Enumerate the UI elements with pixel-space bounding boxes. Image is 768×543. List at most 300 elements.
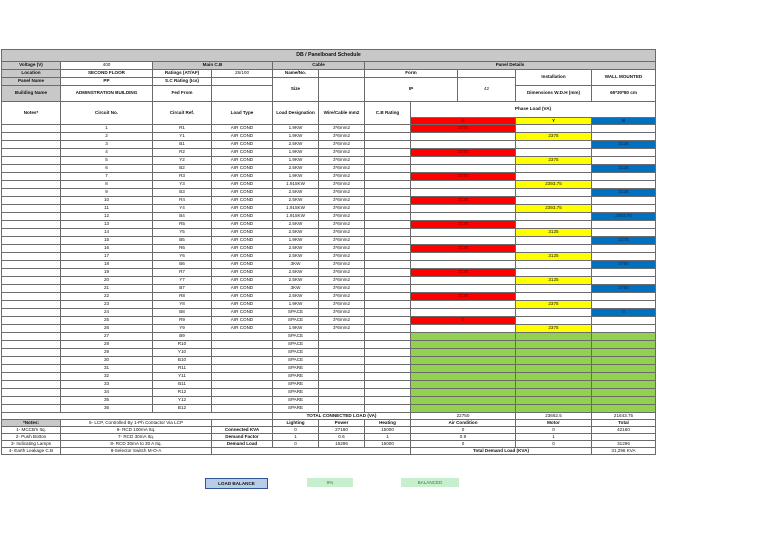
row-load-designation: SPACE bbox=[273, 309, 319, 317]
summary-air-condition: 0 bbox=[411, 427, 516, 434]
row-load-designation: SPARE bbox=[273, 373, 319, 381]
table-row bbox=[2, 189, 656, 197]
table-row bbox=[2, 333, 656, 341]
notes-heading: *Notes: bbox=[2, 420, 61, 427]
table-row bbox=[2, 157, 656, 165]
cable-label: Cable bbox=[273, 62, 365, 70]
row-cb-rating bbox=[365, 125, 411, 133]
row-phase-b bbox=[592, 357, 656, 365]
summary-row-label: Demand Load bbox=[212, 441, 273, 448]
row-phase-y bbox=[516, 349, 592, 357]
size-label: Size bbox=[273, 78, 319, 102]
row-phase-b bbox=[592, 221, 656, 229]
row-load-type: AIR COND bbox=[212, 149, 273, 157]
row-circuit-no: 2 bbox=[61, 133, 153, 141]
row-circuit-ref: R8 bbox=[153, 293, 212, 301]
row-notes bbox=[2, 405, 61, 413]
total-notes-spacer bbox=[2, 413, 273, 420]
row-notes bbox=[2, 285, 61, 293]
row-notes bbox=[2, 293, 61, 301]
row-load-type: AIR COND bbox=[212, 141, 273, 149]
row-circuit-ref: B1 bbox=[153, 141, 212, 149]
row-phase-b: 2393.75 bbox=[592, 213, 656, 221]
row-circuit-ref: R1 bbox=[153, 125, 212, 133]
table-row bbox=[2, 349, 656, 357]
row-notes bbox=[2, 125, 61, 133]
table-row bbox=[2, 213, 656, 221]
row-phase-b: 2375 bbox=[592, 237, 656, 245]
row-load-designation: 2.5KW bbox=[273, 229, 319, 237]
row-phase-r: 3125 bbox=[411, 197, 516, 205]
row-load-designation: 3KW bbox=[273, 285, 319, 293]
voltage-label: Voltage (V) bbox=[2, 62, 61, 70]
row-phase-b bbox=[592, 373, 656, 381]
row-circuit-no: 8 bbox=[61, 181, 153, 189]
table-row bbox=[2, 245, 656, 253]
row-phase-r: 3125 bbox=[411, 221, 516, 229]
row-circuit-ref: R6 bbox=[153, 245, 212, 253]
total-r: 22750 bbox=[411, 413, 516, 420]
summary-spacer bbox=[212, 448, 411, 455]
row-wire-cable: 3*6mm2 bbox=[319, 189, 365, 197]
row-phase-y bbox=[516, 189, 592, 197]
schedule-title: DB / Panelboard Schedule bbox=[2, 50, 656, 62]
row-cb-rating bbox=[365, 293, 411, 301]
row-notes bbox=[2, 309, 61, 317]
table-row bbox=[2, 253, 656, 261]
row-notes bbox=[2, 341, 61, 349]
row-phase-y bbox=[516, 317, 592, 325]
row-phase-y bbox=[516, 365, 592, 373]
row-wire-cable: 3*6mm2 bbox=[319, 181, 365, 189]
load-balance-footer bbox=[0, 478, 768, 490]
row-wire-cable bbox=[319, 397, 365, 405]
row-wire-cable: 3*6mm2 bbox=[319, 165, 365, 173]
row-phase-b bbox=[592, 245, 656, 253]
row-phase-r: 2375 bbox=[411, 149, 516, 157]
col-cb-rating: C.B Rating bbox=[365, 102, 411, 125]
row-load-type bbox=[212, 373, 273, 381]
row-phase-r: 2375 bbox=[411, 125, 516, 133]
total-connected-load-label: TOTAL CONNECTED LOAD (VA) bbox=[273, 413, 411, 420]
table-row bbox=[2, 237, 656, 245]
row-load-type: AIR COND bbox=[212, 317, 273, 325]
row-load-type bbox=[212, 365, 273, 373]
row-phase-r: 2375 bbox=[411, 173, 516, 181]
row-circuit-ref: R4 bbox=[153, 197, 212, 205]
installation-label: Installation bbox=[516, 70, 592, 86]
row-wire-cable: 3*6mm2 bbox=[319, 173, 365, 181]
row-load-designation: 1.9KW bbox=[273, 237, 319, 245]
row-circuit-no: 29 bbox=[61, 349, 153, 357]
row-wire-cable bbox=[319, 373, 365, 381]
row-phase-y bbox=[516, 237, 592, 245]
row-cb-rating bbox=[365, 261, 411, 269]
ip-label: IP bbox=[365, 78, 458, 102]
row-load-type bbox=[212, 405, 273, 413]
row-load-type: AIR COND bbox=[212, 173, 273, 181]
row-circuit-ref: R5 bbox=[153, 221, 212, 229]
row-load-designation: 1.9KW bbox=[273, 173, 319, 181]
row-phase-b bbox=[592, 405, 656, 413]
row-circuit-no: 12 bbox=[61, 213, 153, 221]
row-cb-rating bbox=[365, 205, 411, 213]
table-row bbox=[2, 325, 656, 333]
row-circuit-ref: B3 bbox=[153, 189, 212, 197]
row-load-designation: 1.915KW bbox=[273, 205, 319, 213]
row-circuit-no: 9 bbox=[61, 189, 153, 197]
row-circuit-no: 19 bbox=[61, 269, 153, 277]
row-circuit-ref: R11 bbox=[153, 365, 212, 373]
sc-rating-value bbox=[212, 78, 273, 86]
row-cb-rating bbox=[365, 309, 411, 317]
col-circuit-ref: Circuit Ref. bbox=[153, 102, 212, 125]
row-wire-cable: 3*6mm2 bbox=[319, 133, 365, 141]
row-phase-y bbox=[516, 389, 592, 397]
row-phase-b bbox=[592, 269, 656, 277]
row-circuit-no: 18 bbox=[61, 261, 153, 269]
table-row bbox=[2, 341, 656, 349]
row-circuit-no: 1 bbox=[61, 125, 153, 133]
row-phase-b: 3125 bbox=[592, 189, 656, 197]
table-row bbox=[2, 173, 656, 181]
summary-air-condition: Air Condition bbox=[411, 420, 516, 427]
row-phase-y bbox=[516, 381, 592, 389]
row-phase-r bbox=[411, 157, 516, 165]
row-load-designation: SPACE bbox=[273, 317, 319, 325]
row-circuit-no: 17 bbox=[61, 253, 153, 261]
row-circuit-ref: R3 bbox=[153, 173, 212, 181]
row-wire-cable: 3*6mm2 bbox=[319, 277, 365, 285]
summary-air-condition: 0.9 bbox=[411, 434, 516, 441]
row-phase-y: 2375 bbox=[516, 133, 592, 141]
row-load-type: AIR COND bbox=[212, 309, 273, 317]
row-phase-y: 2393.75 bbox=[516, 205, 592, 213]
summary-motor: 0 bbox=[516, 427, 592, 434]
row-load-type bbox=[212, 357, 273, 365]
row-load-type bbox=[212, 397, 273, 405]
row-cb-rating bbox=[365, 341, 411, 349]
summary-heating: 1 bbox=[365, 434, 411, 441]
panel-name-label: Panel Name bbox=[2, 78, 61, 86]
row-wire-cable bbox=[319, 341, 365, 349]
row-circuit-ref: Y3 bbox=[153, 181, 212, 189]
col-phase-r: R bbox=[411, 118, 516, 125]
ratings-value: 25/100 bbox=[212, 70, 273, 78]
row-phase-r bbox=[411, 341, 516, 349]
row-cb-rating bbox=[365, 165, 411, 173]
table-row bbox=[2, 229, 656, 237]
row-circuit-no: 4 bbox=[61, 149, 153, 157]
name-no-value bbox=[319, 70, 365, 78]
size-value bbox=[319, 78, 365, 102]
row-wire-cable: 3*6mm2 bbox=[319, 293, 365, 301]
summary-lighting: 1 bbox=[273, 434, 319, 441]
row-cb-rating bbox=[365, 325, 411, 333]
row-phase-r bbox=[411, 389, 516, 397]
row-load-type: AIR COND bbox=[212, 157, 273, 165]
row-load-type: AIR COND bbox=[212, 189, 273, 197]
row-notes bbox=[2, 141, 61, 149]
row-load-designation: SPACE bbox=[273, 333, 319, 341]
row-cb-rating bbox=[365, 229, 411, 237]
row-phase-y: 3125 bbox=[516, 277, 592, 285]
row-cb-rating bbox=[365, 133, 411, 141]
row-phase-y bbox=[516, 141, 592, 149]
location-value: SECOND FLOOR bbox=[61, 70, 153, 78]
row-circuit-no: 13 bbox=[61, 221, 153, 229]
row-notes bbox=[2, 189, 61, 197]
row-cb-rating bbox=[365, 333, 411, 341]
building-value: ADMINSTRATION BUILDING bbox=[61, 86, 153, 102]
row-circuit-no: 30 bbox=[61, 357, 153, 365]
row-phase-r: 3125 bbox=[411, 245, 516, 253]
row-notes bbox=[2, 381, 61, 389]
row-phase-r bbox=[411, 189, 516, 197]
row-notes bbox=[2, 229, 61, 237]
row-phase-b bbox=[592, 365, 656, 373]
row-load-designation: SPARE bbox=[273, 397, 319, 405]
row-circuit-ref: Y10 bbox=[153, 349, 212, 357]
row-circuit-no: 34 bbox=[61, 389, 153, 397]
row-notes bbox=[2, 245, 61, 253]
voltage-value: 400 bbox=[61, 62, 153, 70]
table-row bbox=[2, 293, 656, 301]
row-circuit-no: 25 bbox=[61, 317, 153, 325]
row-circuit-no: 23 bbox=[61, 301, 153, 309]
row-circuit-no: 16 bbox=[61, 245, 153, 253]
row-load-designation: 2.5KW bbox=[273, 221, 319, 229]
row-phase-r bbox=[411, 277, 516, 285]
row-wire-cable: 3*6mm2 bbox=[319, 309, 365, 317]
row-wire-cable bbox=[319, 349, 365, 357]
row-circuit-no: 31 bbox=[61, 365, 153, 373]
row-phase-y: 2375 bbox=[516, 325, 592, 333]
row-wire-cable: 3*6mm2 bbox=[319, 317, 365, 325]
row-notes bbox=[2, 165, 61, 173]
row-phase-y bbox=[516, 405, 592, 413]
row-circuit-ref: B5 bbox=[153, 237, 212, 245]
row-notes bbox=[2, 157, 61, 165]
row-phase-b bbox=[592, 349, 656, 357]
row-load-designation: 2.5KW bbox=[273, 197, 319, 205]
col-phase-load: Phase Load (VA) bbox=[411, 102, 656, 118]
row-phase-r bbox=[411, 373, 516, 381]
row-phase-b bbox=[592, 181, 656, 189]
row-circuit-ref: Y5 bbox=[153, 229, 212, 237]
row-notes bbox=[2, 133, 61, 141]
table-row bbox=[2, 221, 656, 229]
summary-heating: 15000 bbox=[365, 427, 411, 434]
note-8: 8- RCD 30mA to 30 A Itq. bbox=[61, 441, 212, 448]
row-wire-cable: 3*6mm2 bbox=[319, 221, 365, 229]
summary-total: 42160 bbox=[592, 427, 656, 434]
row-phase-r bbox=[411, 141, 516, 149]
row-phase-y bbox=[516, 125, 592, 133]
row-cb-rating bbox=[365, 253, 411, 261]
row-notes bbox=[2, 173, 61, 181]
row-load-designation: SPARE bbox=[273, 365, 319, 373]
row-load-type: AIR COND bbox=[212, 197, 273, 205]
installation-value: WALL MOUNTED bbox=[592, 70, 656, 86]
row-load-designation: 1.9KW bbox=[273, 149, 319, 157]
building-label: Building Name bbox=[2, 86, 61, 102]
summary-total: Total bbox=[592, 420, 656, 427]
row-phase-r bbox=[411, 181, 516, 189]
row-cb-rating bbox=[365, 189, 411, 197]
row-circuit-ref: B2 bbox=[153, 165, 212, 173]
row-wire-cable: 3*6mm2 bbox=[319, 157, 365, 165]
fed-from-value bbox=[212, 86, 273, 102]
row-circuit-no: 21 bbox=[61, 285, 153, 293]
row-phase-b bbox=[592, 341, 656, 349]
row-load-type: AIR COND bbox=[212, 181, 273, 189]
row-load-type bbox=[212, 349, 273, 357]
table-row bbox=[2, 389, 656, 397]
row-notes bbox=[2, 261, 61, 269]
row-phase-y bbox=[516, 357, 592, 365]
row-circuit-no: 33 bbox=[61, 381, 153, 389]
row-phase-r bbox=[411, 229, 516, 237]
summary-lighting: 0 bbox=[273, 441, 319, 448]
row-load-designation: SPARE bbox=[273, 381, 319, 389]
total-demand-value: 31,296 KVA bbox=[592, 448, 656, 455]
row-phase-b bbox=[592, 333, 656, 341]
table-row bbox=[2, 317, 656, 325]
row-circuit-ref: B11 bbox=[153, 381, 212, 389]
row-phase-b: 0 bbox=[592, 309, 656, 317]
row-notes bbox=[2, 389, 61, 397]
row-notes bbox=[2, 269, 61, 277]
row-cb-rating bbox=[365, 357, 411, 365]
row-notes bbox=[2, 357, 61, 365]
row-load-designation: 3KW bbox=[273, 261, 319, 269]
table-row bbox=[2, 125, 656, 133]
summary-power: 27160 bbox=[319, 427, 365, 434]
row-cb-rating bbox=[365, 301, 411, 309]
row-circuit-no: 5 bbox=[61, 157, 153, 165]
row-wire-cable: 3*6mm2 bbox=[319, 237, 365, 245]
table-row bbox=[2, 397, 656, 405]
row-cb-rating bbox=[365, 405, 411, 413]
row-phase-y bbox=[516, 341, 592, 349]
row-phase-b bbox=[592, 205, 656, 213]
row-load-designation: SPACE bbox=[273, 341, 319, 349]
row-load-type: AIR COND bbox=[212, 301, 273, 309]
row-circuit-no: 27 bbox=[61, 333, 153, 341]
row-phase-y bbox=[516, 269, 592, 277]
row-load-type: AIR COND bbox=[212, 261, 273, 269]
row-circuit-no: 7 bbox=[61, 173, 153, 181]
row-notes bbox=[2, 197, 61, 205]
row-circuit-no: 35 bbox=[61, 397, 153, 405]
row-load-designation: 1.9KW bbox=[273, 133, 319, 141]
row-phase-y bbox=[516, 149, 592, 157]
total-y: 23662.5 bbox=[516, 413, 592, 420]
row-phase-b bbox=[592, 133, 656, 141]
table-row bbox=[2, 405, 656, 413]
row-load-type bbox=[212, 341, 273, 349]
row-circuit-no: 28 bbox=[61, 341, 153, 349]
row-phase-y bbox=[516, 261, 592, 269]
row-load-designation: 2.5KW bbox=[273, 141, 319, 149]
table-row bbox=[2, 165, 656, 173]
row-cb-rating bbox=[365, 269, 411, 277]
row-circuit-no: 10 bbox=[61, 197, 153, 205]
row-notes bbox=[2, 221, 61, 229]
row-circuit-ref: Y12 bbox=[153, 397, 212, 405]
summary-heating: 15000 bbox=[365, 441, 411, 448]
row-notes bbox=[2, 149, 61, 157]
row-wire-cable: 3*6mm2 bbox=[319, 229, 365, 237]
summary-motor: 0 bbox=[516, 441, 592, 448]
row-load-designation: 1.9KW bbox=[273, 125, 319, 133]
note-2: 2- Push Botton bbox=[2, 434, 61, 441]
row-phase-y bbox=[516, 373, 592, 381]
row-circuit-ref: Y2 bbox=[153, 157, 212, 165]
row-wire-cable: 3*6mm2 bbox=[319, 141, 365, 149]
row-phase-r: 0 bbox=[411, 317, 516, 325]
row-circuit-ref: Y4 bbox=[153, 205, 212, 213]
panel-name-value: PP bbox=[61, 78, 153, 86]
row-phase-r bbox=[411, 285, 516, 293]
row-notes bbox=[2, 237, 61, 245]
col-load-type: Load Type bbox=[212, 102, 273, 125]
row-phase-r: 3125 bbox=[411, 293, 516, 301]
row-load-designation: SPARE bbox=[273, 389, 319, 397]
summary-heating: Heating bbox=[365, 420, 411, 427]
summary-power: 0.6 bbox=[319, 434, 365, 441]
row-phase-r bbox=[411, 205, 516, 213]
row-phase-b bbox=[592, 253, 656, 261]
row-load-designation: 2.5KW bbox=[273, 293, 319, 301]
table-row bbox=[2, 133, 656, 141]
row-cb-rating bbox=[365, 213, 411, 221]
row-phase-r bbox=[411, 261, 516, 269]
summary-motor: 1 bbox=[516, 434, 592, 441]
row-load-designation: 1.915KW bbox=[273, 181, 319, 189]
summary-power: Power bbox=[319, 420, 365, 427]
row-wire-cable: 3*6mm2 bbox=[319, 301, 365, 309]
row-wire-cable: 3*6mm2 bbox=[319, 269, 365, 277]
row-phase-y bbox=[516, 333, 592, 341]
row-notes bbox=[2, 325, 61, 333]
row-circuit-ref: Y8 bbox=[153, 301, 212, 309]
row-load-designation: 2.5KW bbox=[273, 165, 319, 173]
row-circuit-no: 6 bbox=[61, 165, 153, 173]
row-cb-rating bbox=[365, 141, 411, 149]
table-row bbox=[2, 205, 656, 213]
row-load-designation: SPARE bbox=[273, 405, 319, 413]
row-circuit-no: 11 bbox=[61, 205, 153, 213]
row-phase-r bbox=[411, 405, 516, 413]
sc-rating-label: S.C Rating (Ics) bbox=[153, 78, 212, 86]
row-phase-b bbox=[592, 149, 656, 157]
row-phase-y bbox=[516, 309, 592, 317]
summary-total: 31296 bbox=[592, 441, 656, 448]
row-phase-r bbox=[411, 237, 516, 245]
row-wire-cable: 3*6mm2 bbox=[319, 261, 365, 269]
row-phase-b bbox=[592, 277, 656, 285]
name-no-label: Name/No. bbox=[273, 70, 319, 78]
col-circuit-no: Circuit No. bbox=[61, 102, 153, 125]
table-row bbox=[2, 261, 656, 269]
row-cb-rating bbox=[365, 237, 411, 245]
row-circuit-ref: R12 bbox=[153, 389, 212, 397]
summary-motor: Motor bbox=[516, 420, 592, 427]
row-phase-r bbox=[411, 357, 516, 365]
load-balance-percent: 9% bbox=[307, 478, 353, 487]
